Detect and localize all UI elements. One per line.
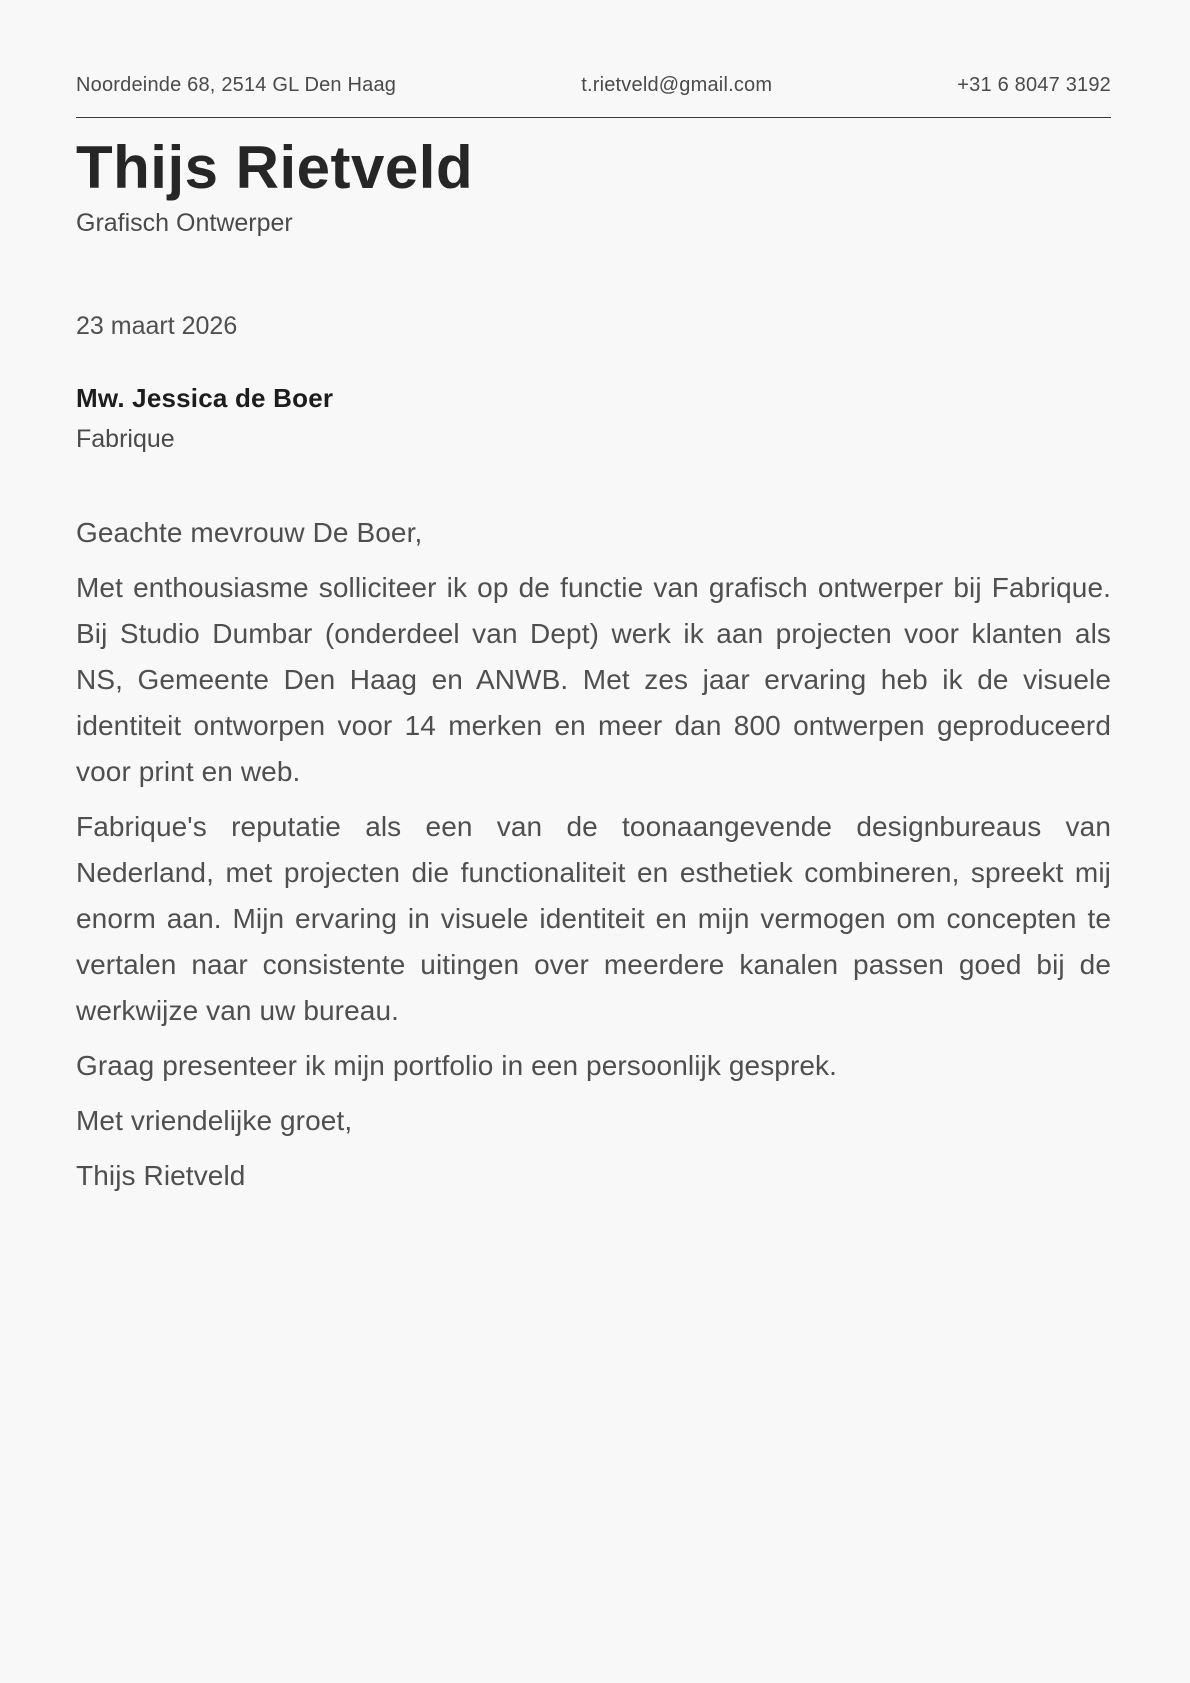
- letter-date: 23 maart 2026: [76, 312, 238, 341]
- signature-name: Thijs Rietveld: [76, 1160, 246, 1192]
- header-divider: [76, 117, 1111, 118]
- recipient-company: Fabrique: [76, 425, 175, 454]
- contact-row: [76, 74, 1111, 97]
- paragraph-1: Met enthousiasme solliciteer ik op de functie van grafisch ontwerper bij Fabrique. Bij Studio Dumbar (onderdeel van Dept) werk ik aan projecten voor klanten als NS, Gemeente Den Haag en ANWB. Met zes jaar ervaring heb ik de visuele identiteit ontworpen voor 14 merken en meer dan 800 ontwerpen geproduceerd voor print en web.: [76, 572, 1111, 788]
- letter-body: [76, 510, 1111, 1199]
- salutation: Geachte mevrouw De Boer,: [76, 517, 423, 549]
- email-text: t.rietveld@gmail.com: [581, 74, 773, 96]
- phone-text: +31 6 8047 3192: [957, 74, 1111, 96]
- closing-line: Met vriendelijke groet,: [76, 1105, 353, 1137]
- recipient-name: Mw. Jessica de Boer: [76, 383, 334, 414]
- job-title: Grafisch Ontwerper: [76, 209, 293, 238]
- paragraph-3: Graag presenteer ik mijn portfolio in een persoonlijk gesprek.: [76, 1050, 838, 1082]
- page-title: Thijs Rietveld: [76, 134, 474, 201]
- address-text: Noordeinde 68, 2514 GL Den Haag: [76, 74, 397, 96]
- paragraph-2: Fabrique's reputatie als een van de toonaangevende designbureaus van Nederland, met projecten die functionaliteit en esthetiek combineren, spreekt mij enorm aan. Mijn ervaring in visuele identiteit en mijn vermogen om concepten te vertalen naar consistente uitingen over meerdere kanalen passen goed bij de werkwijze van uw bureau.: [76, 811, 1111, 1027]
